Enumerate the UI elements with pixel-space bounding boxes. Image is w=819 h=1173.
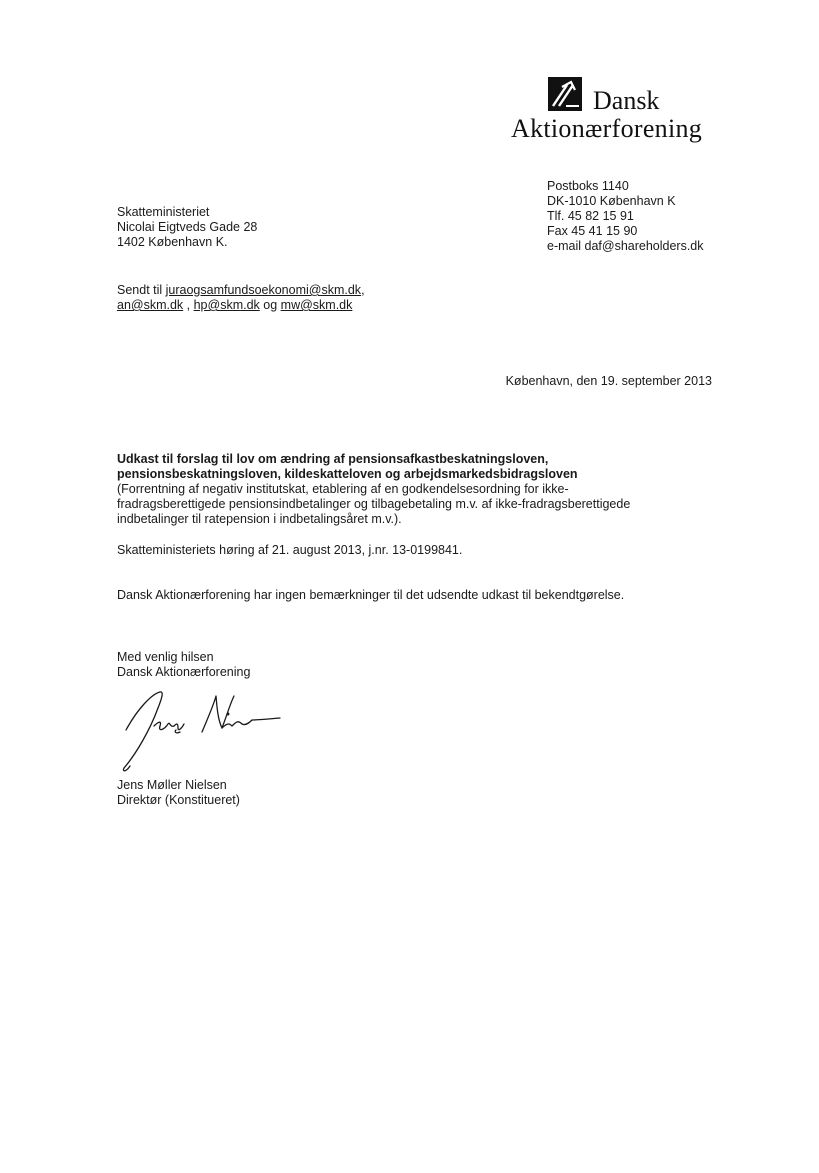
subject-description-line-1: (Forrentning af negativ institutskat, etablering af en godkendelsesordning for ikke- [117,482,569,496]
letter-body-statement: Dansk Aktionærforening har ingen bemærkninger til det udsendte udkast til bekendtgørelse. [117,588,625,602]
subject-title-line-1: Udkast til forslag til lov om ændring af pensionsafkastbeskatningsloven, [117,452,549,466]
email-link-hp[interactable]: hp@skm.dk [193,298,260,312]
subject-title-line-2: pensionsbeskatningsloven, kildeskatteloven og arbejdsmarkedsbidragsloven [117,467,578,481]
signer-title: Direktør (Konstitueret) [117,793,240,807]
letter-date: København, den 19. september 2013 [505,374,712,388]
logo-word-aktionaerforening: Aktionærforening [511,114,703,143]
letter-subject [117,452,717,527]
sent-to-line-1 [117,283,365,298]
handwritten-signature [118,688,288,778]
sender-postal-code: DK-1010 København K [547,194,676,208]
closing-organization: Dansk Aktionærforening [117,665,251,679]
signer-name: Jens Møller Nielsen [117,778,227,792]
letter-closing [117,650,250,680]
sender-phone: Tlf. 45 82 15 91 [547,209,634,223]
sent-to-line-2 [117,298,365,313]
recipient-address [117,205,257,250]
sent-to-block [117,283,365,313]
signer-block [117,778,240,808]
organization-logo [508,72,723,152]
email-link-mw[interactable]: mw@skm.dk [280,298,353,312]
recipient-street: Nicolai Eigtveds Gade 28 [117,220,258,234]
sender-address [547,179,704,254]
email-link-an[interactable]: an@skm.dk [117,298,184,312]
sent-to-og: og [259,298,281,312]
logo-word-dansk: Dansk [593,86,660,115]
sender-fax: Fax 45 41 15 90 [547,224,638,238]
logo-arrow-icon [548,77,582,111]
sent-to-separator: , [183,298,194,312]
sender-email: e-mail daf@shareholders.dk [547,239,704,253]
closing-greeting: Med venlig hilsen [117,650,214,664]
sent-to-comma: , [361,283,365,297]
subject-description-line-3: indbetalinger til ratepension i indbetalingsåret m.v.). [117,512,402,526]
recipient-name: Skatteministeriet [117,205,210,219]
email-link-juraogsamfundsoekonomi[interactable]: juraogsamfundsoekonomi@skm.dk [165,283,362,297]
sent-to-prefix: Sendt til [117,283,166,297]
sender-postbox: Postboks 1140 [547,179,629,193]
recipient-city: 1402 København K. [117,235,228,249]
hearing-reference: Skatteministeriets høring af 21. august 2013, j.nr. 13-0199841. [117,543,463,557]
subject-description-line-2: fradragsberettigede pensionsindbetalinger og tilbagebetaling m.v. af ikke-fradragsberettigede [117,497,631,511]
